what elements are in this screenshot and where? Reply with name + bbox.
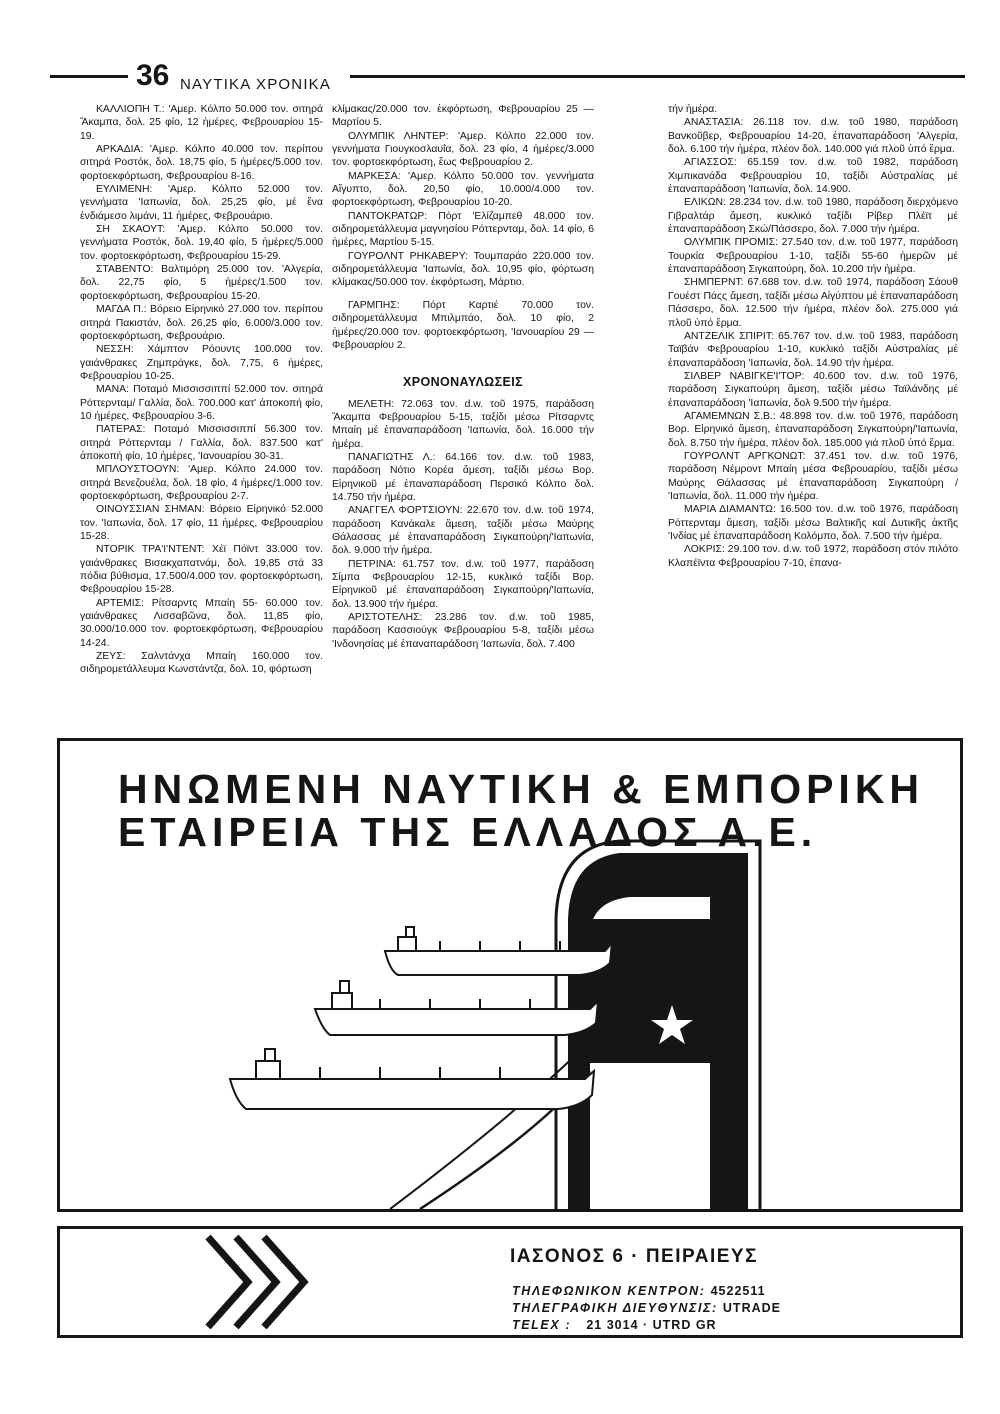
advertisement-box — [57, 738, 963, 1212]
time-charter-entry: ΠΕΤΡΙΝΑ: 61.757 τον. d.w. τοῦ 1977, παράδοση Σίμπα Φεβρουαρίου 12-15, κυκλικό ταξίδι Βορ. Εἰρηνικοῦ μέ ἐπαναπαράδοση Σιγκαπούρη/'Ιαπωνία, δολ. 13.900 τήν ἡμέρα. — [332, 558, 594, 610]
charter-entry: ΕΥΛΙΜΕΝΗ: 'Αμερ. Κόλπο 52.000 τον. γεννήματα 'Ιαπωνία, δολ. 25,25 φίο, μέ ἕνα ἐνδιάμεσο λιμάνι, 11 ἡμέρες, Φεβρουάριο. — [80, 184, 323, 222]
charter-entry: ΑΡΚΑΔΙΑ: 'Αμερ. Κόλπο 40.000 τον. περίπου σιτηρά Ροστόκ, δολ. 18,75 φίο, 5 ἡμέρες/5.000 τον. φορτοεκφόρτωση, Φεβρουαρίου 8-16. — [80, 144, 323, 182]
charter-entry: ΟΙΝΟΥΣΣΙΑΝ ΣΗΜΑΝ: Βόρειο Εἰρηνικό 52.000 τον. 'Ιαπωνία, δολ. 17 φίο, 11 ἡμέρες, Φεβρουαρίου 15-28. — [80, 504, 323, 542]
telex-label: TELEX : — [512, 1318, 572, 1332]
time-charter-entry: ΛΟΚΡΙΣ: 29.100 τον. d.w. τοῦ 1972, παράδοση στόν πιλότο Κλαπέϊντα Φεβρουαρίου 7-10, ἐπανα- — [668, 544, 958, 569]
phone-line — [512, 1284, 766, 1298]
time-charter-entry: ΑΓΙΑΣΣΟΣ: 65.159 τον. d.w. τοῦ 1982, παράδοση Χιμπικανάδα Φεβρουαρίου 10, ταξίδι Αὐστραλίας μέ ἐπαναπαράδοση 'Ιαπωνία, δολ. 14.900. — [668, 157, 958, 196]
charter-entry: ΝΕΣΣΗ: Χάμπτον Ρόουντς 100.000 τον. γαιάνθρακες Ζημπράγκε, δολ. 7,75, 6 ἡμέρες, Φεβρουαρίου 10-25. — [80, 344, 323, 382]
time-charter-entry: ΑΝΤΖΕΛΙΚ ΣΠΙΡΙΤ: 65.767 τον. d.w. τοῦ 1983, παράδοση Ταϊβάν Φεβρουαρίου 1-10, κυκλικό ταξίδι Αὐστραλίας μέ ἐπαναπαράδοση 'Ιαπωνία, δολ. 14.90 τήν ἡμέρα. — [668, 330, 958, 369]
charter-entry: ΜΑΡΚΕΣΑ: 'Αμερ. Κόλπο 50.000 τον. γεννήματα Αἴγυπτο, δολ. 20,50 φίο, 10.000/4.000 τον. φορτοεκφόρτωση, Φεβρουαρίου 10-20. — [332, 170, 594, 209]
time-charter-entry: ΜΑΡΙΑ ΔΙΑΜΑΝΤΩ: 16.500 τον. d.w. τοῦ 1976, παράδοση Ρόττερνταμ ἄμεση, ταξίδι μέσω Βαλτικῆς καί Δυτικῆς ἀκτῆς 'Ινδίας μέ ἐπαναπαράδοση Κολόμπο, δολ. 7.500 τήν ἡμέρα. — [668, 504, 958, 542]
time-charter-entry: ΕΛΙΚΩΝ: 28.234 τον. d.w. τοῦ 1980, παράδοση διερχόμενο Γιβραλτάρ ἄμεση, κυκλικό ταξίδι Ρίβερ Πλέϊτ μέ ἐπαναπαράδοση Σκώ/Πάσσερο, δολ. 7.000 τήν ἡμέρα. — [668, 197, 958, 236]
page-header — [50, 58, 965, 98]
charter-entry: ΟΛΥΜΠΙΚ ΛΗΝΤΕΡ: 'Αμερ. Κόλπο 22.000 τον. γεννήματα Γιουγκοσλαυΐα, δολ. 23 φίο, 4 ἡμέρες/3.000 τον. φορτοεκφόρτωση, ἕως Φεβρουαρίου 2. — [332, 130, 594, 169]
charter-entry: ΑΡΤΕΜΙΣ: Ρίτσαρντς Μπαίη 55- 60.000 τον. γαιάνθρακες Λισσαβῶνα, δολ. 11,85 φίο, 30.000/10.000 τον. φορτοεκφόρτωση, Φεβρουαρίου 14-24. — [80, 597, 323, 649]
time-charter-entry: ΑΝΑΣΤΑΣΙΑ: 26.118 τον. d.w. τοῦ 1980, παράδοση Βανκοῦβερ, Φεβρουαρίου 14-20, ἐπαναπαράδοση 'Αλγερία, δολ. 6.100 τήν ἡμέρα, πλέον δολ. 140.000 γιά πλοῦ ὑπό ἕρμα. — [668, 117, 958, 156]
time-charter-entry: ΜΕΛΕΤΗ: 72.063 τον. d.w. τοῦ 1975, παράδοση Ἄκαμπα Φεβρουαρίου 5-15, ταξίδι μέσω Ρίτσαρντς Μπαίη μέ ἐπαναπαράδοση 'Ιαπωνία, δολ. 16.000 τήν ἡμέρα. — [332, 398, 594, 450]
charter-entry: ΜΠΛΟΥΣΤΟΟΥΝ: 'Αμερ. Κόλπο 24.000 τον. σιτηρά Βενεζουέλα, δολ. 18 φίο, 4 ἡμέρες/1.000 τον. φορτοεκφόρτωση, Φεβρουαρίου 2-7. — [80, 464, 323, 502]
charter-entry: ΖΕΥΣ: Σαλντάνχα Μπαίη 160.000 τον. σιδηρομετάλλευμα Κωνστάντζα, δολ. 10, φόρτωση — [80, 651, 323, 676]
charter-entry: ΜΑΓΔΑ Π.: Βόρειο Εἰρηνικό 27.000 τον. περίπου σιτηρά Πακιστάν, δολ. 26,25 φίο, 6.000/3.000 τον. φορτοεκφόρτωση, Φεβρουάριο. — [80, 304, 323, 342]
company-address: ΙΑΣΟΝΟΣ 6 · ΠΕΙΡΑΙΕΥΣ — [510, 1246, 758, 1267]
telegraph-line — [512, 1301, 781, 1315]
header-rule-left — [50, 75, 128, 78]
time-charter-entry: ΑΡΙΣΤΟΤΕΛΗΣ: 23.286 τον. d.w. τοῦ 1985, παράδοση Κασσιούγκ Φεβρουαρίου 5-8, ταξίδι μέσω 'Ινδονησίας μέ ἐπαναπαράδοση 'Ιαπωνία, δολ. 7.400 — [332, 612, 594, 650]
ship-icon — [230, 1049, 594, 1109]
time-charter-entry: ΠΑΝΑΓΙΩΤΗΣ Λ.: 64.166 τον. d.w. τοῦ 1983, παράδοση Νότιο Κορέα ἄμεση, ταξίδι μέσω Βορ. Εἰρηνικοῦ μέ ἐπαναπαράδοση Περσικό Κόλπο δολ. 14.750 τήν ἡμέρα. — [332, 451, 594, 503]
charter-entry: ΝΤΟΡΙΚ ΤΡΑ'Ι'ΝΤΕΝΤ: Χέϊ Πόϊντ 33.000 τον. γαιάνθρακες Βισακχαπατνάμ, δολ. 19,85 στά 33 πόδια βύθισμα, 17.500/4.000 τον. φορτοεκφόρτωση, Φεβρουαρίου 15-28. — [80, 544, 323, 596]
charter-entry: ΚΑΛΛΙΟΠΗ Τ.: 'Αμερ. Κόλπο 50.000 τον. σιτηρά Ἄκαμπα, δολ. 25 φίο, 12 ἡμέρες, Φεβρουαρίου 15-19. — [80, 104, 323, 142]
section-heading-time-charters: ΧΡΟΝΟΝΑΥΛΩΣΕΙΣ — [402, 375, 524, 390]
telex-line — [512, 1318, 717, 1332]
telegraph-value: UTRADE — [722, 1301, 781, 1315]
charter-entry: ΓΟΥΡΟΛΝΤ ΡΗΚΑΒΕΡΥ: Τουμπαράο 220.000 τον. σιδηρομετάλλευμα 'Ιαπωνία, δολ. 10,95 φίο, φόρτωση κλίμακας/50.000 τον. ἐκφόρτωση, Μάρτιο. — [332, 250, 594, 289]
funnel-star-panel — [590, 991, 710, 1063]
contact-box — [57, 1226, 963, 1338]
column-voyage-charters — [80, 103, 323, 677]
journal-title: ΝΑΥΤΙΚΑ ΧΡΟΝΙΚΑ — [180, 76, 332, 93]
charter-entry: ΠΑΤΕΡΑΣ: Ποταμό Μισσισσιππί 56.300 τον. σιτηρά Ρόττερνταμ / Γαλλία, δολ. 837.500 κατ' ἀποκοπή φίο, 10 ἡμέρες, 'Ιανουαρίου 30-31. — [80, 424, 323, 462]
charter-entry: ΜΑΝΑ: Ποταμό Μισσισσιππί 52.000 τον. σιτηρά Ρόττερνταμ/ Γαλλία, δολ. 700.000 κατ' ἀποκοπή φίο, 10 ἡμέρες, Φεβρουαρίου 3-6. — [80, 384, 323, 422]
telegraph-label: ΤΗΛΕΓΡΑΦΙΚΗ ΔΙΕΥΘΥΝΣΙΣ: — [512, 1301, 718, 1315]
time-charter-entry: ΟΛΥΜΠΙΚ ΠΡΟΜΙΣ: 27.540 τον. d.w. τοῦ 1977, παράδοση Τουρκία Φεβρουαρίου 1-10, ταξίδι 55-60 ἡμερῶν μέ ἐπαναπαράδοση Σιγκαπούρη, δολ. 10.200 τήν ἡμέρα. — [668, 237, 958, 276]
charter-entry: ΓΑΡΜΠΗΣ: Πόρτ Καρτιέ 70.000 τον. σιδηρομετάλλευμα Μπιλμπάο, δολ. 10 φίο, 2 ἡμέρες/20.000 τον. φορτοεκφόρτωση, 'Ιανουαρίου 29 — Φεβρουαρίου 2. — [332, 299, 594, 351]
charter-entry: ΣΗ ΣΚΑΟΥΤ: 'Αμερ. Κόλπο 50.000 τον. γεννήματα Ροστόκ, δολ. 19,40 φίο, 5 ἡμέρες/5.000 τον. φορτοεκφόρτωση, Φεβρουαρίου 15-29. — [80, 224, 323, 262]
wave-line — [390, 1041, 590, 1209]
header-rule-right — [350, 75, 965, 78]
column-time-charters — [668, 103, 958, 570]
charter-entry: ΠΑΝΤΟΚΡΑΤΩΡ: Πόρτ 'Ελίζαμπεθ 48.000 τον. σιδηρομετάλλευμα μαγνησίου Ρόττερνταμ, δολ. 14 φίο, 6 ἡμέρες, Μαρτίου 5-15. — [332, 210, 594, 249]
company-name-line1: ΗΝΩΜΕΝΗ ΝΑΥΤΙΚΗ & ΕΜΠΟΡΙΚΗ — [118, 766, 925, 812]
time-charter-entry: ΑΓΑΜΕΜΝΩΝ Σ.Β.: 48.898 τον. d.w. τοῦ 1976, παράδοση Βορ. Εἰρηνικό ἄμεση, ἐπαναπαράδοση Σιγκαπούρη/'Ιαπωνία, δολ. 8.750 τήν ἡμέρα, πλέον δολ. 185.000 γιά πλοῦ ὑπό ἕρμα. — [668, 410, 958, 449]
phone-value: 4522511 — [710, 1284, 766, 1298]
time-charter-entry: ΓΟΥΡΟΛΝΤ ΑΡΓΚΟΝΩΤ: 37.451 τον. d.w. τοῦ 1976, παράδοση Νέμροντ Μπαίη μέσα Φεβρουαρίου, ταξίδι μέσω Μαύρης Θάλασσας μέ ἐπαναπαράδοση Σιγκαπούρη / 'Ιαπωνία, δολ. 11.000 τήν ἡμέρα. — [668, 450, 958, 502]
company-name-line2: ΕΤΑΙΡΕΙΑ ΤΗΣ ΕΛΛΑΔΟΣ Α.Ε. — [118, 809, 818, 855]
page-number: 36 — [136, 59, 170, 92]
chevron-logo-icon — [60, 1229, 360, 1335]
time-charter-entry: ΣΗΜΠΕΡΝΤ: 67.688 τον. d.w. τοῦ 1974, παράδοση Σάουθ Γουέστ Πάςς ἄμεση, ταξίδι μέσω Αἰγύπτου μέ ἐπαναπαράδοση Πάσσερο, δολ. 12.500 τήν ἡμέρα, πλέον δολ. 275.000 γιά πλοῦ ὑπό ἕρμα. — [668, 277, 958, 329]
time-charter-entry-continued: τήν ἡμέρα. — [668, 104, 718, 115]
time-charter-entry: ΑΝΑΓΓΕΛ ΦΟΡΤΣΙΟΥΝ: 22.670 τον. d.w. τοῦ 1974, παράδοση Κανάκαλε ἄμεση, ταξίδι μέσω Μαύρης Θάλασσας μέ ἐπαναπαράδοση Σιγκαπούρη/'Ιαπωνία, δολ. 9.000 τήν ἡμέρα. — [332, 505, 594, 557]
time-charter-entry: ΣΙΛΒΕΡ ΝΑΒΙΓΚΕ'Ι'ΤΟΡ: 40.600 τον. d.w. τοῦ 1976, παράδοση Σιγκαπούρη ἄμεση, ταξίδι μέσω Ταϊλάνδης μέ ἐπαναπαράδοση 'Ιαπωνία, δολ 9.500 τήν ἡμέρα. — [668, 370, 958, 409]
charter-entry-continued: κλίμακας/20.000 τον. ἐκφόρτωση, Φεβρουαρίου 25 — Μαρτίου 5. — [332, 104, 594, 129]
column-middle — [332, 103, 594, 651]
phone-label: ΤΗΛΕΦΩΝΙΚΟΝ ΚΕΝΤΡΟΝ: — [512, 1284, 706, 1298]
charter-entry: ΣΤΑΒΕΝΤΟ: Βαλτιμόρη 25.000 τον. 'Αλγερία, δολ. 22,75 φίο, 5 ἡμέρες/1.500 τον. φορτοεκφόρτωση, Φεβρουαρίου 15-20. — [80, 264, 323, 302]
telex-value: 21 3014 · UTRD GR — [586, 1318, 717, 1332]
